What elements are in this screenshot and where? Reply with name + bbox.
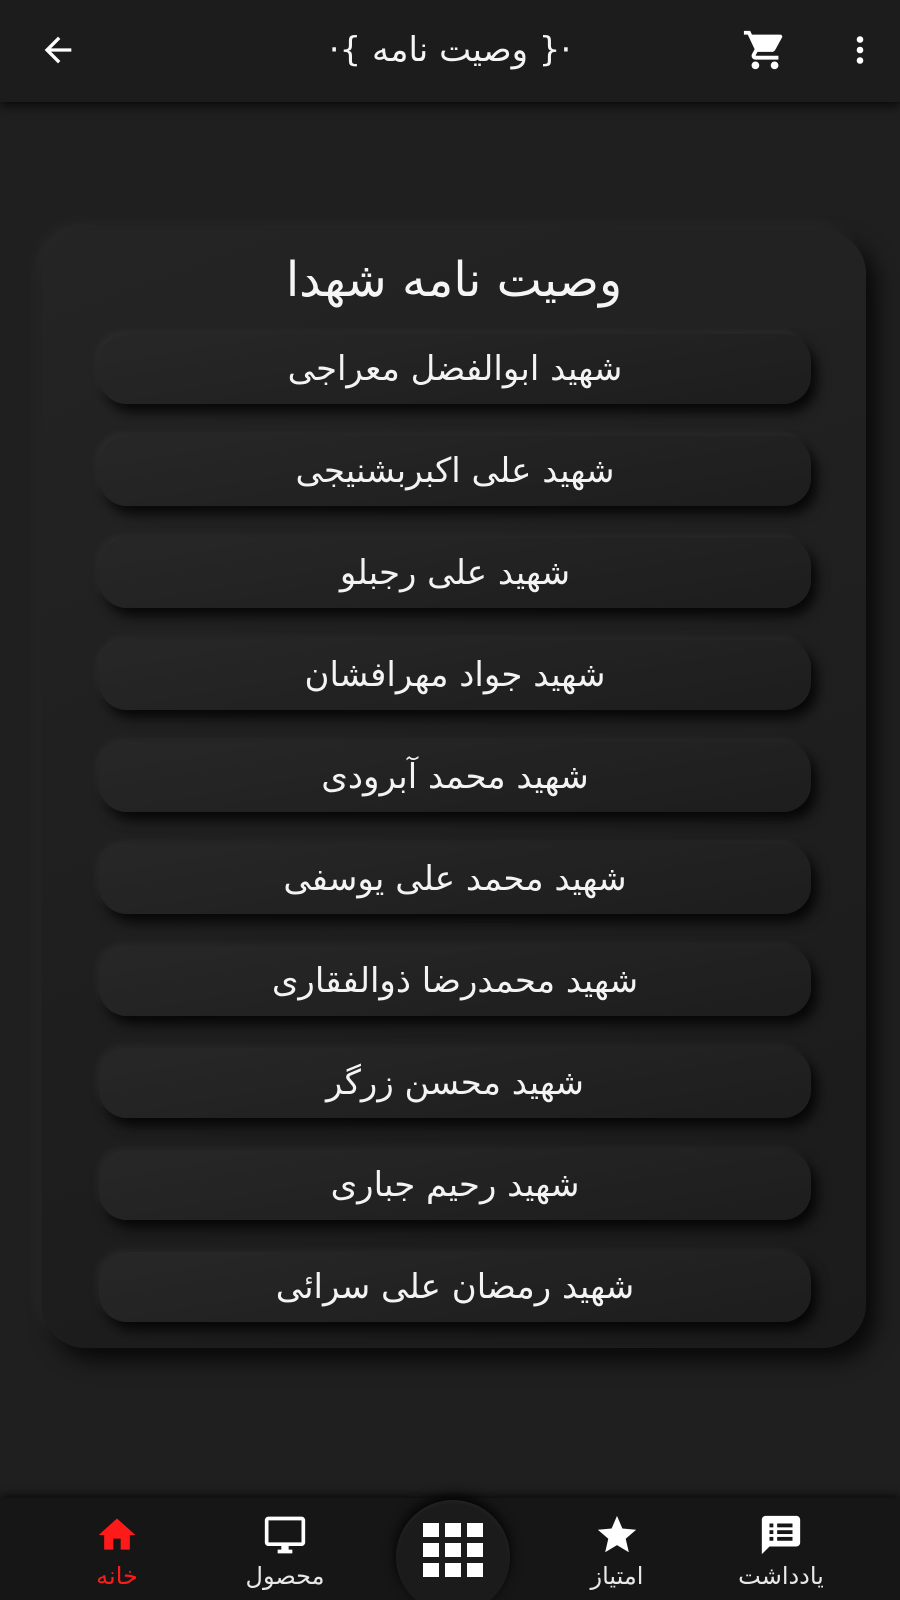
list-item-label: شهید رحیم جباری xyxy=(330,1165,580,1205)
list-item[interactable] xyxy=(99,844,811,914)
nav-icon-wrap xyxy=(87,1512,147,1558)
nav-label-home: خانه xyxy=(96,1562,138,1590)
app-bar xyxy=(0,0,900,102)
cart-icon xyxy=(742,27,788,73)
star-icon xyxy=(593,1512,641,1558)
nav-icon-wrap xyxy=(587,1512,647,1558)
arrow-left-icon xyxy=(38,30,78,70)
nav-label-product: محصول xyxy=(245,1562,325,1590)
list-item[interactable] xyxy=(99,946,811,1016)
page-title: ·{ وصیت نامه }· xyxy=(328,30,572,70)
back-button[interactable] xyxy=(30,22,86,78)
list-item-label: شهید محمد علی یوسفی xyxy=(283,859,627,899)
list-item-label: شهید ابوالفضل معراجی xyxy=(287,349,623,389)
home-icon xyxy=(93,1513,141,1557)
cart-button[interactable] xyxy=(736,22,794,78)
nav-item-score[interactable] xyxy=(542,1498,692,1600)
nav-label-notes: یادداشت xyxy=(738,1562,824,1590)
list-item[interactable] xyxy=(99,640,811,710)
martyr-list xyxy=(99,334,811,1354)
nav-item-home[interactable] xyxy=(42,1498,192,1600)
list-item[interactable] xyxy=(99,742,811,812)
nav-icon-wrap xyxy=(255,1512,315,1558)
list-item[interactable] xyxy=(99,1252,811,1322)
notes-icon xyxy=(756,1512,806,1558)
list-item-label: شهید رمضان علی سرائی xyxy=(275,1267,635,1307)
list-item-label: شهید جواد مهرافشان xyxy=(304,655,606,695)
list-item[interactable] xyxy=(99,436,811,506)
nav-item-notes[interactable] xyxy=(706,1498,856,1600)
list-item-label: شهید علی اکبربشنیجی xyxy=(295,451,615,491)
more-button[interactable] xyxy=(830,22,890,78)
grid-icon xyxy=(423,1523,483,1579)
list-item-label: شهید محمد آبرودی xyxy=(321,757,589,797)
more-vertical-icon xyxy=(842,30,878,70)
card-title: وصیت نامه شهدا xyxy=(285,252,623,308)
list-item[interactable] xyxy=(99,334,811,404)
nav-icon-wrap xyxy=(751,1512,811,1558)
monitor-icon xyxy=(261,1513,309,1557)
nav-item-product[interactable] xyxy=(210,1498,360,1600)
list-item-label: شهید محمدرضا ذوالفقاری xyxy=(271,961,639,1001)
nav-label-score: امتیاز xyxy=(590,1562,644,1590)
list-item-label: شهید علی رجبلو xyxy=(339,553,571,593)
testament-card xyxy=(42,230,866,1348)
list-item[interactable] xyxy=(99,538,811,608)
list-item[interactable] xyxy=(99,1150,811,1220)
list-item[interactable] xyxy=(99,1048,811,1118)
list-item-label: شهید محسن زرگر xyxy=(325,1063,585,1103)
